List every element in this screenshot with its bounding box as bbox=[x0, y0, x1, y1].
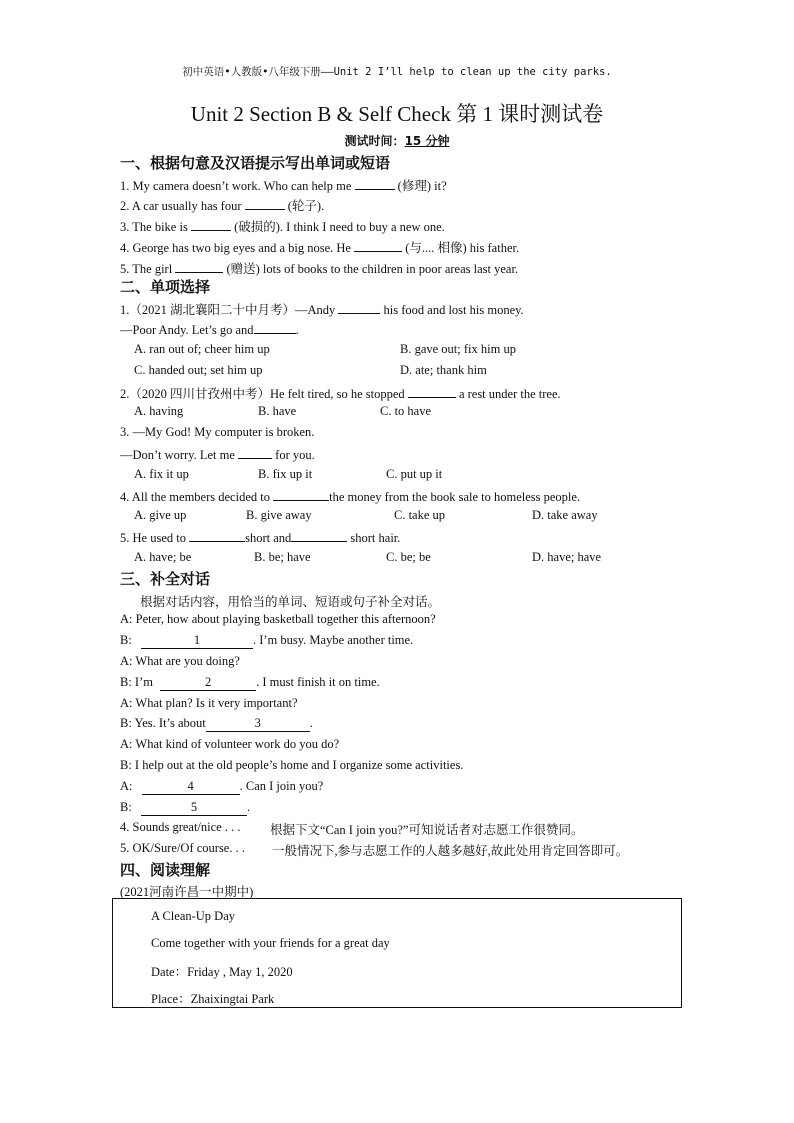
blank[interactable] bbox=[291, 529, 347, 542]
passage-subtitle: Come together with your friends for a great day bbox=[151, 936, 390, 950]
s2-q2-option-b[interactable]: B. have bbox=[258, 404, 297, 418]
s3-dialog-2 bbox=[120, 633, 413, 649]
blank-1[interactable]: 1 bbox=[141, 633, 253, 649]
s3-answer-4 bbox=[120, 820, 240, 835]
s2-q3: 3. —My God! My computer is broken. bbox=[120, 425, 315, 439]
s2-q5-option-b[interactable]: B. be; have bbox=[254, 550, 311, 564]
s3-answer-4-explanation: 根据下文“Can I join you?”可知说话者对志愿工作很赞同。 bbox=[270, 823, 584, 837]
s3-dialog-6-speaker: B: Yes. It’s about bbox=[120, 716, 206, 730]
s3-dialog-10 bbox=[120, 800, 250, 816]
s1-item-4-text: 4. George has two big eyes and a big nose. He bbox=[120, 241, 355, 255]
s3-dialog-10-text: . bbox=[246, 800, 251, 814]
test-time-value: 15 分钟 bbox=[404, 134, 450, 148]
s2-q2-option-c[interactable]: C. to have bbox=[380, 404, 432, 418]
s2-q2 bbox=[120, 384, 561, 402]
s3-answer-4-text: 4. Sounds great/nice . . . bbox=[120, 820, 241, 834]
s2-q1-option-c[interactable]: C. handed out; set him up bbox=[134, 363, 263, 377]
s1-item-2 bbox=[120, 196, 324, 214]
s3-dialog-4 bbox=[120, 675, 380, 691]
s2-q5-option-c[interactable]: C. be; be bbox=[386, 550, 431, 564]
s1-item-4-hint: (与.... 相像) his father. bbox=[402, 241, 520, 255]
s3-dialog-9-text: . Can I join you? bbox=[239, 779, 324, 793]
s3-dialog-1: A: Peter, how about playing basketball together this afternoon? bbox=[120, 612, 436, 626]
blank[interactable] bbox=[273, 488, 329, 501]
s3-dialog-6 bbox=[120, 716, 313, 732]
blank[interactable] bbox=[245, 197, 285, 210]
page-title: Unit 2 Section B & Self Check 第 1 课时测试卷 bbox=[190, 102, 604, 126]
s1-item-2-hint: (轮子). bbox=[284, 199, 325, 213]
s2-q4-text-a: 4. All the members decided to bbox=[120, 490, 274, 504]
s2-q1-text-d: . bbox=[295, 323, 299, 337]
s2-q4 bbox=[120, 488, 580, 505]
s3-answer-5-explanation: 一般情况下,参与志愿工作的人越多越好,故此处用肯定回答即可。 bbox=[272, 844, 629, 858]
s1-item-4 bbox=[120, 238, 519, 256]
s2-q3-option-a[interactable]: A. fix it up bbox=[134, 467, 189, 481]
page-header: 初中英语•人教版•八年级下册——Unit 2 I’ll help to clean up the city parks. bbox=[182, 66, 612, 78]
s1-item-1-hint: (修理) it? bbox=[394, 179, 447, 193]
s2-q5-text-c: short hair. bbox=[347, 531, 401, 545]
s1-item-5-hint: (赠送) lots of books to the children in poor areas last year. bbox=[223, 262, 519, 276]
s1-item-5 bbox=[120, 259, 518, 277]
section-2-heading: 二、单项选择 bbox=[120, 278, 211, 296]
blank[interactable] bbox=[254, 321, 296, 334]
s3-dialog-2-text: . I’m busy. Maybe another time. bbox=[252, 633, 414, 647]
s3-dialog-4-speaker: B: I’m bbox=[120, 675, 157, 689]
s3-dialog-6-text: . bbox=[309, 716, 313, 730]
test-time-label: 测试时间： bbox=[344, 134, 405, 148]
blank-4[interactable]: 4 bbox=[142, 779, 240, 795]
blank-2[interactable]: 2 bbox=[160, 675, 256, 691]
s2-q5-text-b: short and bbox=[245, 531, 292, 545]
s1-item-5-text: 5. The girl bbox=[120, 262, 176, 276]
blank[interactable] bbox=[191, 218, 231, 231]
s3-dialog-10-speaker: B: bbox=[120, 800, 135, 814]
s1-item-3-text: 3. The bike is bbox=[120, 220, 191, 234]
s3-dialog-4-text: . I must finish it on time. bbox=[256, 675, 380, 689]
s2-q3-text-c: for you. bbox=[272, 448, 315, 462]
s2-q5-option-d[interactable]: D. have; have bbox=[532, 550, 602, 564]
blank[interactable] bbox=[338, 301, 380, 314]
blank[interactable] bbox=[355, 177, 395, 190]
blank[interactable] bbox=[408, 385, 456, 398]
s2-q4-option-c[interactable]: C. take up bbox=[394, 508, 446, 522]
s1-item-1 bbox=[120, 176, 447, 194]
blank[interactable] bbox=[175, 260, 223, 273]
passage-date: Date：Friday , May 1, 2020 bbox=[151, 965, 293, 979]
section-4-heading: 四、阅读理解 bbox=[120, 861, 211, 879]
s3-dialog-2-speaker: B: bbox=[120, 633, 135, 647]
s2-q5-option-a[interactable]: A. have; be bbox=[134, 550, 192, 564]
s2-q3-reply bbox=[120, 446, 315, 463]
s1-item-3-hint: (破损的). I think I need to buy a new one. bbox=[230, 220, 445, 234]
s2-q1-text-c: —Poor Andy. Let’s go and bbox=[120, 323, 254, 337]
s2-q1-option-b[interactable]: B. gave out; fix him up bbox=[400, 342, 516, 356]
s1-item-1-text: 1. My camera doesn’t work. Who can help me bbox=[120, 179, 355, 193]
s2-q1-reply bbox=[120, 321, 299, 338]
blank-3[interactable]: 3 bbox=[206, 716, 310, 732]
blank-5[interactable]: 5 bbox=[141, 800, 247, 816]
s3-answer-5-text: 5. OK/Sure/Of course. . . bbox=[120, 841, 245, 855]
blank[interactable] bbox=[354, 239, 402, 252]
s3-instruction: 根据对话内容，用恰当的单词、短语或句子补全对话。 bbox=[140, 595, 441, 609]
s1-item-3 bbox=[120, 217, 445, 235]
section-1-heading: 一、根据句意及汉语提示写出单词或短语 bbox=[120, 154, 391, 172]
s2-q1-text-a: 1.（2021 湖北襄阳二十中月考）—Andy bbox=[120, 303, 339, 317]
s3-dialog-9 bbox=[120, 779, 323, 795]
s2-q3-option-c[interactable]: C. put up it bbox=[386, 467, 443, 481]
s2-q3-text-b: —Don’t worry. Let me bbox=[120, 448, 239, 462]
s2-q2-text-b: a rest under the tree. bbox=[455, 387, 561, 401]
passage-title: A Clean-Up Day bbox=[151, 909, 236, 923]
s3-dialog-5: A: What plan? Is it very important? bbox=[120, 696, 298, 710]
test-time bbox=[0, 132, 794, 149]
s2-q1-text-b: his food and lost his money. bbox=[380, 303, 524, 317]
s2-q4-option-a[interactable]: A. give up bbox=[134, 508, 187, 522]
s3-dialog-8: B: I help out at the old people’s home and I organize some activities. bbox=[120, 758, 464, 772]
s2-q3-option-b[interactable]: B. fix up it bbox=[258, 467, 313, 481]
s2-q5 bbox=[120, 529, 400, 546]
s3-dialog-7: A: What kind of volunteer work do you do? bbox=[120, 737, 340, 751]
reading-passage-box bbox=[112, 898, 682, 1008]
s2-q4-option-b[interactable]: B. give away bbox=[246, 508, 312, 522]
s2-q4-option-d[interactable]: D. take away bbox=[532, 508, 598, 522]
blank[interactable] bbox=[238, 446, 272, 459]
s4-source: (2021河南许昌一中期中) bbox=[120, 885, 254, 899]
s2-q5-text-a: 5. He used to bbox=[120, 531, 190, 545]
s1-item-2-text: 2. A car usually has four bbox=[120, 199, 245, 213]
blank[interactable] bbox=[189, 529, 245, 542]
s2-q2-option-a[interactable]: A. having bbox=[134, 404, 184, 418]
s2-q1-option-a[interactable]: A. ran out of; cheer him up bbox=[134, 342, 270, 356]
s3-answer-5 bbox=[120, 841, 245, 856]
section-3-heading: 三、补全对话 bbox=[120, 570, 211, 588]
s2-q1 bbox=[120, 300, 524, 318]
s3-dialog-3: A: What are you doing? bbox=[120, 654, 240, 668]
s2-q2-text-a: 2.（2020 四川甘孜州中考）He felt tired, so he stopped bbox=[120, 387, 408, 401]
s2-q4-text-b: the money from the book sale to homeless people. bbox=[329, 490, 581, 504]
passage-place: Place：Zhaixingtai Park bbox=[151, 992, 275, 1006]
s2-q1-option-d[interactable]: D. ate; thank him bbox=[400, 363, 487, 377]
s3-dialog-9-speaker: A: bbox=[120, 779, 136, 793]
